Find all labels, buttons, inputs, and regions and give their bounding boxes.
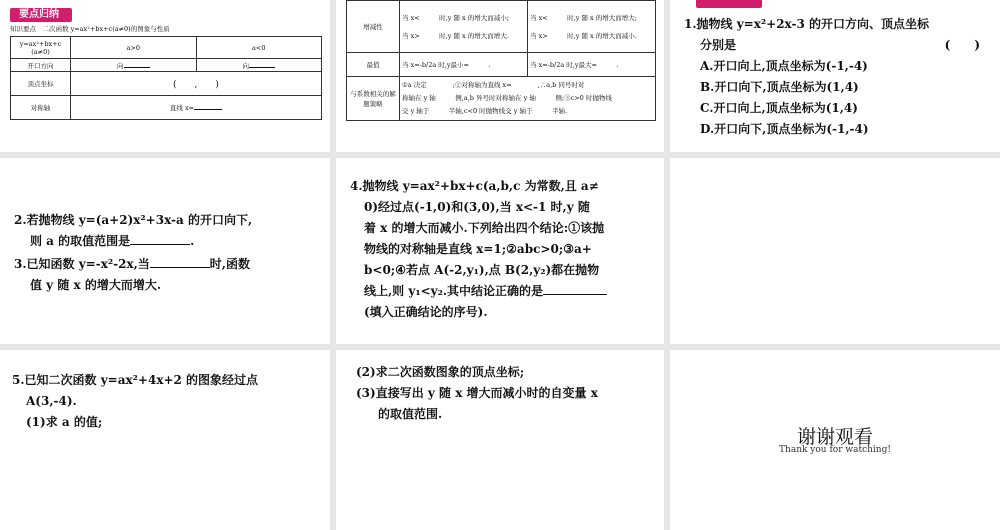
property-table: [10, 36, 322, 120]
option-a: A.开口向上,顶点坐标为(-1,-4): [700, 59, 868, 73]
knowledge-intro: 知识要点 二次函数 y=ax²+bx+c(a≠0)的图象与性质: [10, 25, 170, 33]
table-cell: 当 x< 时,y 随 x 的增大而增大; 当 x> 时,y 随 x 的增大而减小.: [528, 1, 656, 53]
blank-panel: [670, 158, 1000, 344]
option-c: C.开口向上,顶点坐标为(1,4): [700, 101, 858, 115]
question-4: 4.抛物线 y=ax²+bx+c(a,b,c 为常数,且 a≠ 0)经过点(-1,0)和(3,0),当 x<-1 时,y 随 着 x 的增大而减小.下列给出四个结论:①该抛 物线的对称轴是直线 x=1;②abc>0;③a+ b<0;④若点 A(-2,y₁),点 B(2,y₂)都在抛物 线上,则 y₁<y₂.其中结论正确的是 (填入正确结论的序号).: [350, 176, 660, 323]
row-label: 顶点坐标: [11, 72, 71, 96]
table-header-cell: a>0: [71, 37, 197, 59]
option-b: B.开口向下,顶点坐标为(1,4): [700, 80, 859, 94]
option-d: D.开口向下,顶点坐标为(-1,-4): [700, 122, 869, 136]
thanks-subtitle: Thank you for watching!: [779, 445, 891, 455]
table-cell: 当 x< 时,y 随 x 的增大而减小; 当 x> 时,y 随 x 的增大而增大.: [400, 1, 528, 53]
question-1-panel: [670, 0, 1000, 152]
property-table-continued: [346, 0, 656, 121]
table-cell: 向: [71, 59, 197, 72]
answer-paren: ( ): [944, 38, 980, 52]
thanks-panel: [670, 350, 1000, 530]
row-label: 增减性: [347, 1, 400, 53]
answer-blank: [150, 267, 210, 268]
table-cell: 向: [196, 59, 322, 72]
question-5: 5.已知二次函数 y=ax²+4x+2 的图象经过点 A(3,-4). (1)求 a 的值;: [12, 373, 259, 429]
question-1: 1.抛物线 y=x²+2x-3 的开口方向、顶点坐标 分别是 ( ) A.开口向上,顶点坐标为(-1,-4) B.开口向下,顶点坐标为(1,4) C.开口向上,顶点坐标为(1,4) D.开口向下,顶点坐标为(-1,-4): [684, 14, 994, 140]
section-badge: 要点归纳: [10, 8, 72, 22]
table-cell: 直线 x=: [71, 96, 322, 120]
row-label: 最值: [347, 53, 400, 77]
knowledge-panel: [0, 0, 330, 152]
row-label: 开口方向: [11, 59, 71, 72]
table-cell: ①a 决定 ;②对称轴为直线 x= ,∴a,b 同号时对 称轴在 y 轴 侧,a,b 异号时对称轴在 y 轴 侧;③c>0 时抛物线 交 y 轴于 半轴,c<0 时抛物线交 y 轴于 半轴.: [400, 77, 656, 121]
table-header-cell: y=ax²+bx+c (a≠0): [11, 37, 71, 59]
answer-blank: [130, 244, 190, 245]
row-label: 对称轴: [11, 96, 71, 120]
table-cell: ( , ): [71, 72, 322, 96]
question-2: 2.若抛物线 y=(a+2)x²+3x-a 的开口向下, 则 a 的取值范围是 .: [14, 213, 253, 248]
table-cell: 当 x=-b/2a 时,y最大= .: [528, 53, 656, 77]
question-5-parts: (2)求二次函数图象的顶点坐标; (3)直接写出 y 随 x 增大而减小时的自变量 x 的取值范围.: [356, 365, 598, 421]
table-continuation-panel: [336, 0, 664, 152]
table-header-cell: a<0: [196, 37, 322, 59]
thanks-title: 谢谢观看: [796, 426, 873, 448]
question-3: 3.已知函数 y=-x²-2x,当 时,函数 值 y 随 x 的增大而增大.: [14, 257, 250, 292]
question-5-continued-panel: [336, 350, 664, 530]
table-cell: 当 x=-b/2a 时,y最小= .: [400, 53, 528, 77]
questions-2-3-panel: [0, 158, 330, 344]
section-badge: [696, 0, 762, 8]
question-4-panel: [336, 158, 664, 344]
question-5-panel: [0, 350, 330, 530]
answer-blank: [543, 294, 607, 295]
row-label: 与系数相关的解题策略: [347, 77, 400, 121]
